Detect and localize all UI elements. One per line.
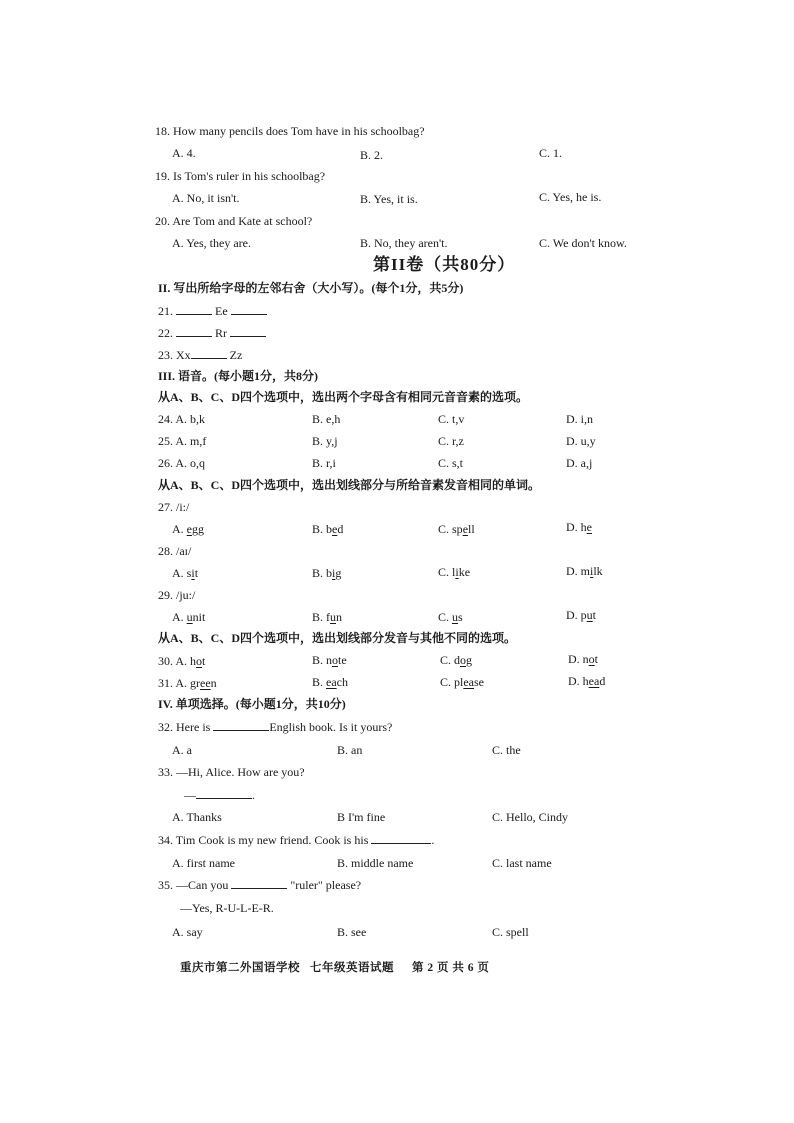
footer-page-number: 第 2 页 共 6 页 xyxy=(412,962,490,974)
section3-instruction-1: 从A、B、C、D四个选项中，选出两个字母含有相同元音音素的选项。 xyxy=(158,390,529,404)
q35-blank[interactable] xyxy=(231,877,287,889)
q33-option-a: A. Thanks xyxy=(172,810,222,824)
q35-reply: —Yes, R-U-L-E-R. xyxy=(180,901,274,915)
q33-reply: — . xyxy=(184,788,255,802)
q18-option-a: A. 4. xyxy=(172,146,196,160)
q32-stem: 32. Here is English book. Is it yours? xyxy=(158,720,393,734)
footer-school: 重庆市第二外国语学校 xyxy=(180,962,300,974)
q29-stem: 29. /ju:/ xyxy=(158,588,196,602)
section3-instruction-2: 从A、B、C、D四个选项中，选出划线部分与所给音素发音相同的单词。 xyxy=(158,478,541,492)
q29-option-b: B. fun xyxy=(312,610,342,624)
q26-option-a: 26. A. o,q xyxy=(158,456,206,470)
q33-option-b: B I'm fine xyxy=(337,810,386,824)
q30-option-c: C. dog xyxy=(440,653,473,667)
q33-option-c: C. Hello, Cindy xyxy=(492,810,569,824)
q28-option-c: C. like xyxy=(438,565,471,579)
section2-heading: II. 写出所给字母的左邻右舍（大小写）。(每个1分，共5分) xyxy=(158,281,464,295)
q18-option-b: B. 2. xyxy=(360,148,384,162)
q31-option-a: 31. A. green xyxy=(158,676,217,690)
q22 xyxy=(158,325,266,341)
q23-first: Xx xyxy=(176,348,191,362)
q21-blank-right[interactable] xyxy=(231,303,267,315)
q28-option-b: B. big xyxy=(312,566,342,580)
q26-option-c: C. s,t xyxy=(438,456,464,470)
q25-option-c: C. r,z xyxy=(438,434,464,448)
q21-number: 21. xyxy=(158,304,173,318)
q22-number: 22. xyxy=(158,326,173,340)
q26-option-d: D. a,j xyxy=(566,456,593,470)
q27-option-d: D. he xyxy=(566,520,592,534)
q31-option-c: C. please xyxy=(440,675,484,689)
q32-option-c: C. the xyxy=(492,743,521,757)
footer-exam: 七年级英语试题 xyxy=(310,962,394,974)
q22-letters: Rr xyxy=(215,326,227,340)
q35-option-b: B. see xyxy=(337,925,367,939)
q31-option-d: D. head xyxy=(568,674,606,688)
q27-stem: 27. /i:/ xyxy=(158,500,190,514)
q27-option-a: A. egg xyxy=(172,522,204,536)
q19-option-a: A. No, it isn't. xyxy=(172,191,240,205)
q34-option-a: A. first name xyxy=(172,856,235,870)
q34-blank[interactable] xyxy=(371,832,431,844)
q34-option-b: B. middle name xyxy=(337,856,414,870)
q33-blank[interactable] xyxy=(196,787,252,799)
q24-option-b: B. e,h xyxy=(312,412,341,426)
q33-stem: 33. —Hi, Alice. How are you? xyxy=(158,765,305,779)
q32-option-a: A. a xyxy=(172,743,192,757)
section4-heading: IV. 单项选择。(每小题1分，共10分) xyxy=(158,697,346,711)
q29-option-a: A. unit xyxy=(172,610,206,624)
q35-option-c: C. spell xyxy=(492,925,529,939)
q30-option-b: B. note xyxy=(312,653,347,667)
q28-option-a: A. sit xyxy=(172,566,199,580)
q28-option-d: D. milk xyxy=(566,564,603,578)
q22-blank-left[interactable] xyxy=(176,325,212,337)
q23 xyxy=(158,347,242,363)
q20-option-a: A. Yes, they are. xyxy=(172,236,251,250)
q26-option-b: B. r,i xyxy=(312,456,336,470)
q24-option-c: C. t,v xyxy=(438,412,465,426)
q19-option-b: B. Yes, it is. xyxy=(360,192,418,206)
q25-option-d: D. u,y xyxy=(566,434,596,448)
part2-title: 第II卷（共80分） xyxy=(373,255,516,274)
q22-blank-right[interactable] xyxy=(230,325,266,337)
q20-option-c: C. We don't know. xyxy=(539,236,627,250)
q24-option-a: 24. A. b,k xyxy=(158,412,206,426)
q19-option-c: C. Yes, he is. xyxy=(539,190,602,204)
q18-stem: 18. How many pencils does Tom have in his schoolbag? xyxy=(155,124,425,138)
q34-stem: 34. Tim Cook is my new friend. Cook is his . xyxy=(158,833,435,847)
q21-blank-left[interactable] xyxy=(176,303,212,315)
q20-option-b: B. No, they aren't. xyxy=(360,236,448,250)
q25-option-b: B. y,j xyxy=(312,434,338,448)
q20-stem: 20. Are Tom and Kate at school? xyxy=(155,214,313,228)
q28-stem: 28. /aɪ/ xyxy=(158,544,192,558)
q30-option-d: D. not xyxy=(568,652,599,666)
q25-option-a: 25. A. m,f xyxy=(158,434,207,448)
q32-option-b: B. an xyxy=(337,743,363,757)
q23-number: 23. xyxy=(158,348,173,362)
q27-option-c: C. spell xyxy=(438,522,475,536)
q21-letters: Ee xyxy=(215,304,228,318)
q31-option-b: B. each xyxy=(312,675,348,689)
q23-blank[interactable] xyxy=(191,347,227,359)
q34-option-c: C. last name xyxy=(492,856,552,870)
q18-option-c: C. 1. xyxy=(539,146,563,160)
section3-instruction-3: 从A、B、C、D四个选项中，选出划线部分发音与其他不同的选项。 xyxy=(158,631,517,645)
q32-blank[interactable] xyxy=(213,719,269,731)
q24-option-d: D. i,n xyxy=(566,412,593,426)
q19-stem: 19. Is Tom's ruler in his schoolbag? xyxy=(155,169,326,183)
q35-option-a: A. say xyxy=(172,925,203,939)
q29-option-d: D. put xyxy=(566,608,597,622)
q29-option-c: C. us xyxy=(438,610,463,624)
q23-last: Zz xyxy=(229,348,243,362)
section3-heading: III. 语音。(每小题1分，共8分) xyxy=(158,369,319,383)
q30-option-a: 30. A. hot xyxy=(158,654,206,668)
q27-option-b: B. bed xyxy=(312,522,344,536)
q21 xyxy=(158,303,267,319)
q35-stem: 35. —Can you "ruler" please? xyxy=(158,878,362,892)
